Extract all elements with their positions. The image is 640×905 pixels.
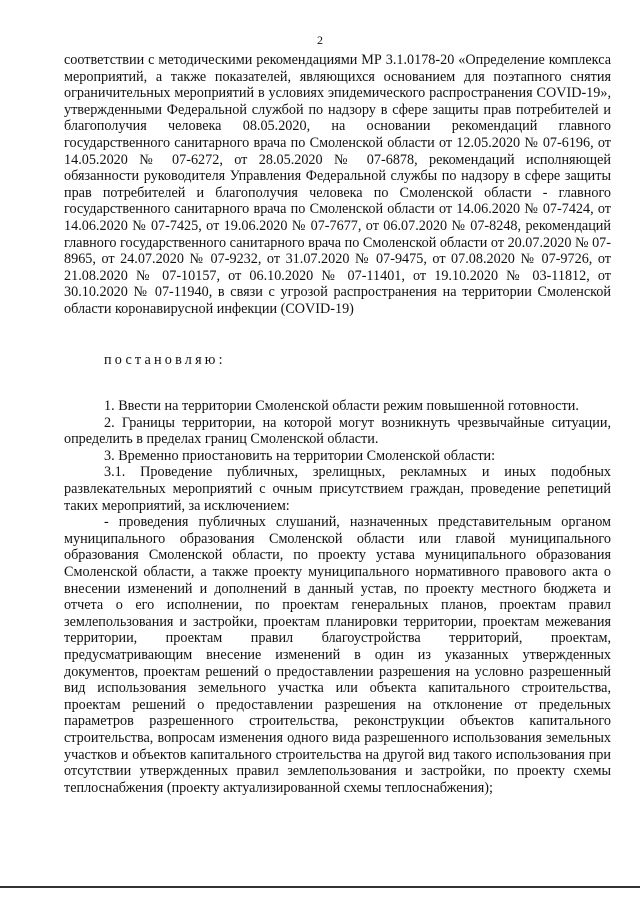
paragraph-3: 3. Временно приостановить на территории Смоленской области: bbox=[104, 447, 496, 464]
decree-word: постановляю: bbox=[104, 351, 226, 368]
footer-rule bbox=[0, 886, 640, 888]
paragraph-2: 2. Границы территории, на которой могут возникнуть чрезвычайные ситуации, определить в пределах границ Смоленской области. bbox=[64, 414, 611, 448]
paragraph-1: 1. Ввести на территории Смоленской области режим повышенной готовности. bbox=[104, 398, 579, 415]
spacer bbox=[64, 368, 611, 398]
spacer bbox=[64, 318, 611, 352]
page-number: 2 bbox=[317, 33, 323, 47]
document-body bbox=[64, 52, 611, 796]
intro-paragraph: соответствии с методическими рекомендациями МР 3.1.0178-20 «Определение комплекса мероприятий, а также показателей, являющихся основанием для поэтапного снятия ограничительных мероприятий в условиях эпидемического распространения COVID-19», утвержденными Федеральной службой по надзору в сфере защиты прав потребителей и благополучия человека 08.05.2020, на основании рекомендаций главного государственного санитарного врача по Смоленской области от 12.05.2020 № 07-6196, от 14.05.2020 № 07-6272, от 28.05.2020 № 07-6878, рекомендаций исполняющей обязанности руководителя Управления Федеральной службы по надзору в сфере защиты прав потребителей и благополучия человека по Смоленской области - главного государственного санитарного врача по Смоленской области от 14.06.2020 № 07-7424, от 14.06.2020 № 07-7425, от 19.06.2020 № 07-7677, от 06.07.2020 № 07-8248, рекомендаций главного государственного санитарного врача по Смоленской области от 20.07.2020 № 07-8965, от 24.07.2020 № 07-9232, от 31.07.2020 № 07-9475, от 07.08.2020 № 07-9726, от 21.08.2020 № 07-10157, от 06.10.2020 № 07-11401, от 19.10.2020 № 03-11812, от 30.10.2020 № 07-11940, в связи с угрозой распространения на территории Смоленской области коронавирусной инфекции (COVID-19) bbox=[64, 52, 611, 317]
paragraph-exception: - проведения публичных слушаний, назначенных представительным органом муниципального образования Смоленской области или главой муниципального образования Смоленской области, по проекту устава муниципального образования Смоленской области, а также проекту муниципального нормативного правового акта о внесении изменений и дополнений в данный устав, по проекту местного бюджета и отчета о его исполнении, по проектам генеральных планов, проектам правил землепользования и застройки, проектам планировки территории, проектам межевания территории, проектам правил благоустройства территорий, проектам, предусматривающим внесение изменений в один из указанных утвержденных документов, проектам решений о предоставлении разрешения на условно разрешенный вид использования земельного участка или объекта капитального строительства, проектам решений о предоставлении разрешения на отклонение от предельных параметров разрешенного строительства, реконструкции объектов капитального строительства, вопросам изменения одного вида разрешенного использования земельных участков и объектов капитального строительства на другой вид такого использования при отсутствии утвержденных правил землепользования и застройки, по проекту схемы теплоснабжения (проекту актуализированной схемы теплоснабжения); bbox=[64, 514, 611, 796]
paragraph-3-1: 3.1. Проведение публичных, зрелищных, рекламных и иных подобных развлекательных мероприятий с очным присутствием граждан, проведение репетиций таких мероприятий, за исключением: bbox=[64, 464, 611, 514]
